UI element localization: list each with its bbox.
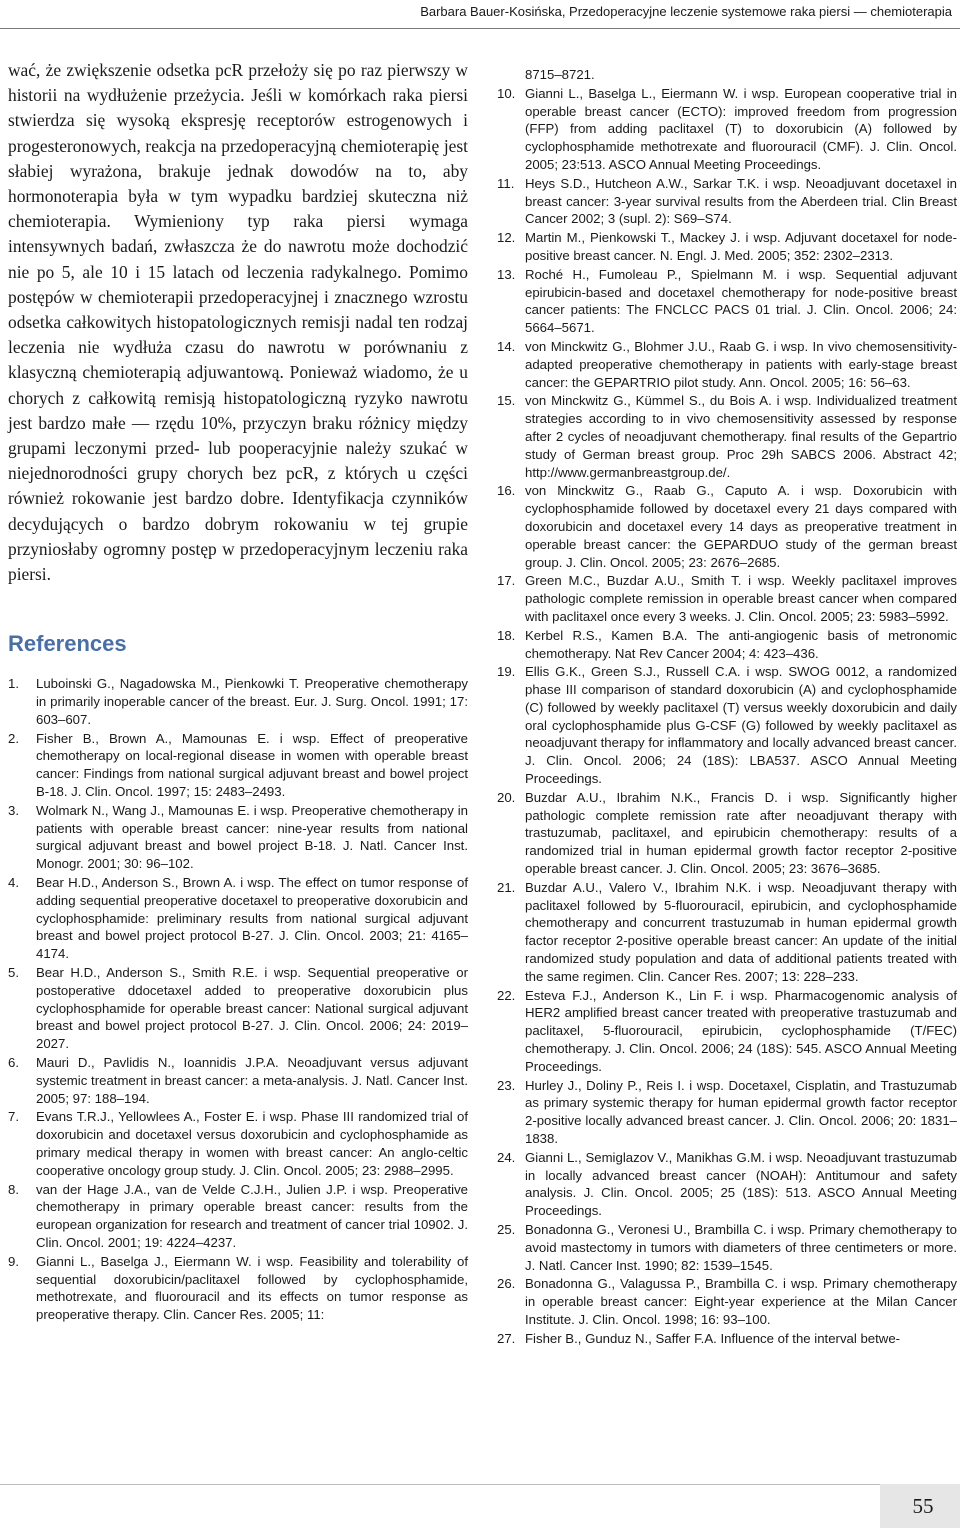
reference-item bbox=[497, 1077, 957, 1148]
reference-text: Ellis G.K., Green S.J., Russell C.A. i wsp. SWOG 0012, a randomized phase III comparison of standard doxorubicin (A) and cyclophosphamide (C) followed by weekly paclitaxel (T) versus weekly doxorubicin and daily oral cyclophosphamide plus G-CSF (G) followed by weekly paclitaxel as neoadjuvant therapy for inflammatory and locally advanced breast cancer. J. Clin. Oncol. 2006; 24 (18S): LBA537. ASCO Annual Meeting Proceedings. bbox=[525, 664, 957, 787]
reference-item bbox=[8, 1181, 468, 1252]
page-number-box bbox=[880, 1484, 960, 1528]
reference-number: 10. bbox=[497, 85, 516, 101]
reference-number: 4. bbox=[8, 875, 19, 891]
reference-text: Buzdar A.U., Valero V., Ibrahim N.K. i wsp. Neoadjuvant therapy with paclitaxel followed by 5-fluorouracil, epirubicin, and cyclophosphamide chemotherapy and concurrent trastuzumab in human epidermal growth factor receptor 2-positive operable breast cancer: An update of the initial randomized study population and data of additional patients treated with the same regimen. Clin. Cancer Res. 2007; 13: 228–233. bbox=[525, 879, 957, 984]
reference-item bbox=[497, 627, 957, 663]
reference-number: 1. bbox=[8, 676, 19, 692]
reference-text: Roché H., Fumoleau P., Spielmann M. i wsp. Sequential adjuvant epirubicin-based and docetaxel chemotherapy for node-positive breast cancer patients: The FNCLCC PACS 01 trial. J. Clin. Oncol. 2006; 24: 5664–5671. bbox=[525, 266, 957, 336]
reference-number: 5. bbox=[8, 965, 19, 981]
running-title: Barbara Bauer-Kosińska, Przedoperacyjne leczenie systemowe raka piersi — chemioterapia bbox=[420, 4, 952, 19]
reference-number: 14. bbox=[497, 338, 516, 354]
reference-number: 3. bbox=[8, 802, 19, 818]
reference-number: 19. bbox=[497, 664, 516, 680]
reference-text: Martin M., Pienkowski T., Mackey J. i wsp. Adjuvant docetaxel for node-positive breast cancer. N. Engl. J. Med. 2005; 352: 2302–2313. bbox=[525, 230, 957, 263]
reference-item bbox=[8, 675, 468, 728]
reference-item bbox=[497, 392, 957, 481]
reference-text: Gianni L., Baselga J., Eiermann W. i wsp. Feasibility and tolerability of sequential doxorubicin/paclitaxel followed by cyclophosphamide, methotrexate, and fluorouracil and its effects on tumor response as preoperative therapy. Clin. Cancer Res. 2005; 11: bbox=[36, 1253, 468, 1323]
reference-item bbox=[8, 1054, 468, 1107]
reference-item bbox=[497, 1221, 957, 1274]
reference-text: Fisher B., Brown A., Mamounas E. i wsp. Effect of preoperative chemotherapy on local-regional disease in women with operable breast cancer: Findings from national surgical adjuvant breast and bowel project B-18. J. Clin. Oncol. 1997; 15: 2483–2493. bbox=[36, 730, 468, 800]
reference-number: 12. bbox=[497, 230, 516, 246]
reference-number: 7. bbox=[8, 1109, 19, 1125]
reference-item bbox=[497, 987, 957, 1076]
body-paragraph: wać, że zwiększenie odsetka pcR przełoży się po raz pierwszy w historii na wydłużenie przeżycia. Jeśli w komórkach raka piersi stwierdza się wysoką ekspresję receptorów estrogenowych i progesteronowych, reakcja na przedoperacyjną chemioterapię jest słabiej wyrażona, brakuje jednak dowodów na to, aby hormonoterapia była w tym wypadku bardziej skuteczna niż chemioterapia. Wymieniony typ raka piersi wymaga intensywnych badań, zwłaszcza że do nawrotu może dochodzić nie po 5, ale 10 i 15 latach od leczenia radykalnego. Pomimo postępów w chemioterapii przedoperacyjnej i znacznego wzrostu odsetka całkowitych histopatologicznych remisji nadal ten rodzaj leczenia nie wydłuża czasu do nawrotu w porównaniu z klasyczną chemioterapią adjuwantową. Ponieważ wiadomo, że u chorych z całkowitą remisją histopatologiczną ryzyko nawrotu jest bardzo małe — rzędu 10%, przyczyn braku różnicy między grupami leczonymi przed- lub pooperacyjnie należy szukać w niejednorodności grupy chorych bez pcR, z których u części również rokowanie jest bardzo dobre. Identyfikacja czynników decydujących o bardzo dobrym rokowaniu w tej grupie przyniosłaby ogromny postęp w przedoperacyjnym leczeniu raka piersi. bbox=[8, 60, 468, 585]
reference-number: 17. bbox=[497, 573, 516, 589]
reference-item bbox=[8, 874, 468, 963]
reference-item bbox=[497, 572, 957, 625]
reference-item bbox=[497, 1149, 957, 1220]
reference-text: von Minckwitz G., Kümmel S., du Bois A. i wsp. Individualized treatment strategies according to in vivo chemosensitivity assessed by response after 2 cycles of neoadjuvant chemotherapy. final results of the Gepartrio study of German breast group. Proc 29h SABCS 2006. Abstract 42; http://www.germanbreastgroup.de/. bbox=[525, 393, 957, 480]
reference-text: Gianni L., Baselga L., Eiermann W. i wsp. European cooperative trial in operable breast cancer (ECTO): improved freedom from progression (FFP) from adding paclitaxel (T) to doxorubicin (A) followed by cyclophosphamide methotrexate and fluorouracil (CMF). J. Clin. Oncol. 2005; 23:513. ASCO Annual Meeting Proceedings. bbox=[525, 85, 957, 172]
reference-number: 2. bbox=[8, 730, 19, 746]
reference-text: Hurley J., Doliny P., Reis I. i wsp. Docetaxel, Cisplatin, and Trastuzumab as primary systemic therapy for human epidermal growth factor receptor 2-positive locally advanced breast cancer. J. Clin. Oncol. 2006; 20: 1831–1838. bbox=[525, 1077, 957, 1147]
reference-number: 15. bbox=[497, 393, 516, 409]
right-column bbox=[497, 66, 957, 1349]
reference-text: 8715–8721. bbox=[525, 67, 595, 82]
reference-number: 16. bbox=[497, 483, 516, 499]
reference-text: Kerbel R.S., Kamen B.A. The anti-angiogenic basis of metronomic chemotherapy. Nat Rev Cancer 2004; 4: 423–436. bbox=[525, 627, 957, 661]
reference-item bbox=[497, 663, 957, 788]
references-list-right bbox=[497, 66, 957, 1348]
reference-number: 22. bbox=[497, 987, 516, 1003]
reference-number: 13. bbox=[497, 266, 516, 282]
left-column bbox=[8, 58, 468, 1325]
reference-number: 18. bbox=[497, 627, 516, 643]
reference-text: Bonadonna G., Valagussa P., Brambilla C. i wsp. Primary chemotherapy in operable breast cancer: Eight-year experience at the Milan Cancer Institute. J. Clin. Oncol. 1998; 16: 93–100. bbox=[525, 1276, 957, 1327]
reference-item bbox=[497, 266, 957, 337]
running-header bbox=[0, 0, 960, 29]
reference-text: Fisher B., Gunduz N., Saffer F.A. Influence of the interval betwe- bbox=[525, 1330, 901, 1346]
reference-item bbox=[8, 730, 468, 801]
reference-text: Heys S.D., Hutcheon A.W., Sarkar T.K. i wsp. Neoadjuvant docetaxel in breast cancer: 3-year survival results from the Aberdeen trial. Clin Breast Cancer 2002; 3 (supl. 2): S69–S74. bbox=[525, 175, 957, 227]
reference-item bbox=[497, 789, 957, 878]
reference-item bbox=[8, 1253, 468, 1324]
reference-number: 25. bbox=[497, 1222, 516, 1237]
reference-text: Esteva F.J., Anderson K., Lin F. i wsp. Pharmacogenomic analysis of HER2 amplified breast cancer treated with preoperative trastuzumab and paclitaxel, 5-fluorouracil, epirubicin, cyclophosphamide (T/FEC) chemotherapy. J. Clin. Oncol. 2006; 24 (18S): 545. ASCO Annual Meeting Proceedings. bbox=[525, 987, 957, 1074]
reference-number: 6. bbox=[8, 1055, 19, 1070]
reference-text: von Minckwitz G., Blohmer J.U., Raab G. i wsp. In vivo chemosensitivity-adapted preoperative chemotherapy in patients with early-stage breast cancer: the GEPARTRIO pilot study. Ann. Oncol. 2005; 16: 56–63. bbox=[525, 338, 957, 390]
reference-item bbox=[497, 175, 957, 228]
references-list-left bbox=[8, 675, 468, 1324]
reference-number: 20. bbox=[497, 789, 516, 805]
reference-text: Wolmark N., Wang J., Mamounas E. i wsp. Preoperative chemotherapy in patients with operable breast cancer: nine-year results from national surgical adjuvant breast and bowel project B-18. J. Natl. Cancer Inst. Monogr. 2001; 30: 96–102. bbox=[36, 802, 468, 872]
reference-text: Buzdar A.U., Ibrahim N.K., Francis D. i wsp. Significantly higher pathologic complete remission rate after neoadjuvant therapy with trastuzumab, paclitaxel, and epirubicin chemotherapy: results of a randomized trial in human epidermal growth factor receptor 2-positive operable breast cancer. J. Clin. Oncol. 2005; 23: 3676–3685. bbox=[525, 789, 957, 877]
reference-text: Luboinski G., Nagadowska M., Pienkowki T. Preoperative chemotherapy in primarily inoperable cancer of the breast. Eur. J. Surg. Oncol. 1991; 17: 603–607. bbox=[36, 676, 468, 727]
reference-item bbox=[8, 964, 468, 1053]
reference-item bbox=[8, 802, 468, 873]
reference-text: von Minckwitz G., Raab G., Caputo A. i wsp. Doxorubicin with cyclophosphamide followed by docetaxel every 21 days compared with doxorubicin and docetaxel every 14 days as preoperative treatment in operable breast cancer: the GEPARDUO study of the german breast group. J. Clin. Oncol. 2005; 23: 2676–2685. bbox=[525, 483, 957, 570]
reference-number: 9. bbox=[8, 1253, 19, 1269]
reference-item bbox=[497, 338, 957, 391]
reference-text: Bear H.D., Anderson S., Brown A. i wsp. The effect on tumor response of adding sequential preoperative docetaxel to preoperative doxorubicin and cyclophosphamide: preliminary results from national surgical adjuvant breast and bowel project protocol B-27. J. Clin. Oncol. 2003; 21: 4165–4174. bbox=[36, 875, 468, 962]
reference-item bbox=[497, 482, 957, 571]
reference-item bbox=[497, 1275, 957, 1328]
reference-item bbox=[497, 85, 957, 174]
reference-number: 11. bbox=[497, 175, 515, 191]
reference-text: Gianni L., Semiglazov V., Manikhas G.M. i wsp. Neoadjuvant trastuzumab in locally advanced breast cancer (NOAH): Antitumour and safety analysis. J. Clin. Oncol. 2005; 25 (18S): 513. ASCO Annual Meeting Proceedings. bbox=[525, 1149, 957, 1219]
reference-text: Bonadonna G., Veronesi U., Brambilla C. i wsp. Primary chemotherapy to avoid mastectomy in tumors with diameters of three centimeters or more. J. Natl. Cancer Inst. 1990; 82: 1539–1545. bbox=[525, 1222, 957, 1273]
reference-text: Green M.C., Buzdar A.U., Smith T. i wsp. Weekly paclitaxel improves pathologic complete remission in operable breast cancer when compared with paclitaxel once every 3 weeks. J. Clin. Oncol. 2005; 23: 5983–5992. bbox=[525, 573, 957, 624]
reference-item bbox=[497, 229, 957, 265]
reference-number: 27. bbox=[497, 1330, 516, 1346]
reference-text: Evans T.R.J., Yellowlees A., Foster E. i wsp. Phase III randomized trial of doxorubicin and docetaxel versus doxorubicin and cyclophosphamide as primary medical therapy in women with breast cancer: An anglo-celtic cooperative oncology group study. J. Clin. Oncol. 2005; 23: 2988–2995. bbox=[36, 1109, 468, 1178]
reference-text: Bear H.D., Anderson S., Smith R.E. i wsp. Sequential preoperative or postoperative ddocetaxel added to preoperative doxorubicin plus cyclophosphamide for operable breast cancer: National surgical adjuvant breast and bowel project protocol B-27. J. Clin. Oncol. 2006; 24: 2019–2027. bbox=[36, 965, 468, 1052]
reference-item bbox=[497, 1330, 957, 1348]
footer-divider bbox=[0, 1484, 960, 1485]
reference-item bbox=[497, 879, 957, 986]
reference-number: 26. bbox=[497, 1276, 516, 1292]
page-number: 55 bbox=[912, 1494, 934, 1518]
reference-item bbox=[8, 1108, 468, 1179]
reference-number: 8. bbox=[8, 1181, 19, 1197]
reference-number: 23. bbox=[497, 1077, 516, 1093]
reference-number: 24. bbox=[497, 1149, 516, 1165]
reference-item bbox=[497, 66, 957, 84]
reference-number: 21. bbox=[497, 879, 516, 895]
reference-text: van der Hage J.A., van de Velde C.J.H., Julien J.P. i wsp. Preoperative chemotherapy in primary operable breast cancer: results from the european organization for research and treatment of cancer trial 10902. J. Clin. Oncol. 2001; 19: 4224–4237. bbox=[36, 1181, 468, 1250]
reference-text: Mauri D., Pavlidis N., Ioannidis J.P.A. Neoadjuvant versus adjuvant systemic treatment in breast cancer: a meta-analysis. J. Natl. Cancer Inst. 2005; 97: 188–194. bbox=[36, 1055, 468, 1106]
references-heading: References bbox=[8, 631, 127, 657]
